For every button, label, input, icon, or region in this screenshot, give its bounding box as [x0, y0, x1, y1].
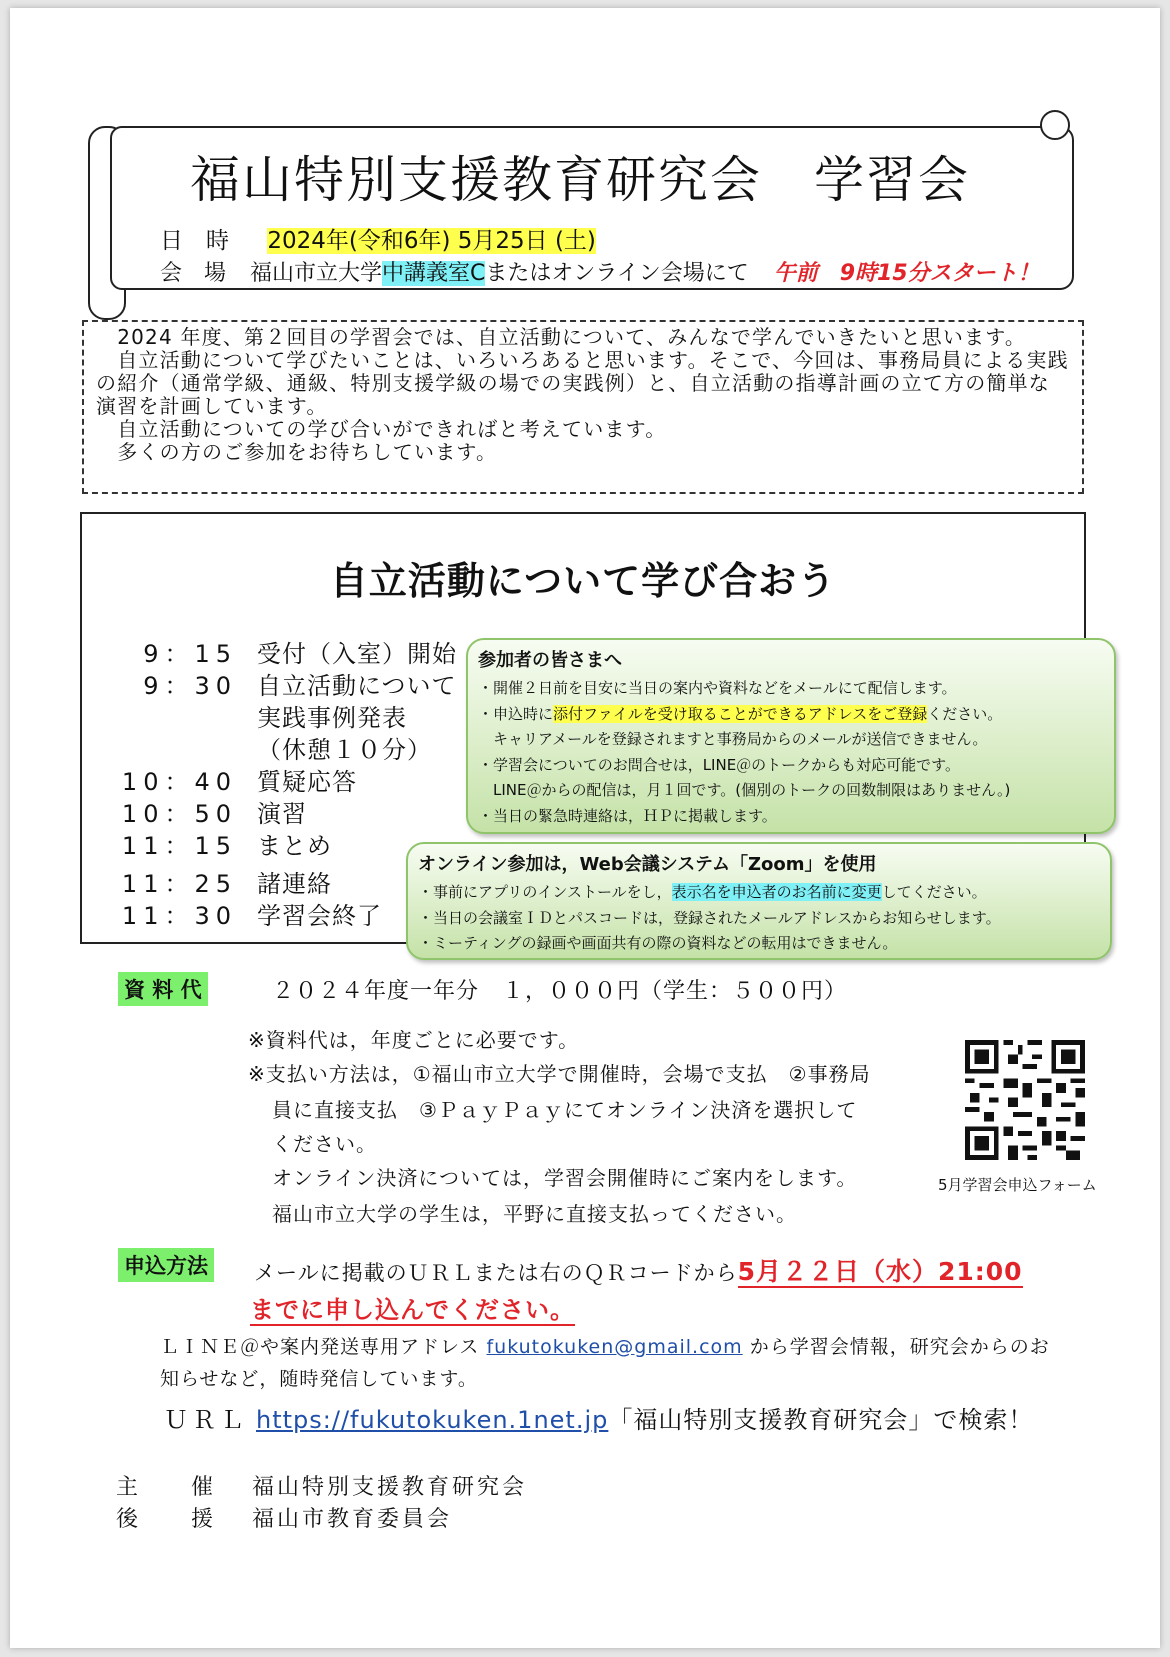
online-heading: オンライン参加は，Web会議システム「Zoom」を使用: [418, 854, 877, 875]
schedule-row: 10：50 演習: [121, 800, 307, 828]
schedule-row: 10：40 質疑応答: [121, 768, 357, 796]
apply-deadline-2: までに申し込んでください。: [250, 1296, 575, 1324]
scroll-curl-right: [1040, 110, 1070, 140]
fee-note: ※資料代は，年度ごとに必要です。: [248, 1028, 580, 1052]
apply-row-2: [250, 1290, 575, 1325]
host-row: [116, 1470, 527, 1501]
apply-row: [254, 1252, 1023, 1288]
intro-box: [82, 320, 1084, 494]
participants-notice: 参加者の皆さまへ ・開催２日前を目安に当日の案内や資料などをメールにて配信します。 ・申込時に添付ファイルを受け取ることができるアドレスをご登録ください。 キャリアメールを登録されますと事務局からのメールが送信できません。 ・学習会についてのお問合せは，LINE＠のトークからも対応可能です。 LINE＠からの配信は，月１回です。(個別のトークの回数制限はありません。) ・当日の緊急時連絡は，ＨＰに掲載します。: [466, 638, 1116, 834]
contact-line: ＬＩＮＥ＠や案内発送専用アドレス fukutokuken@gmail.com から学習会情報，研究会からのお: [160, 1336, 1050, 1358]
schedule-row: 実践事例発表: [257, 704, 407, 732]
date-label: 日 時: [160, 228, 229, 254]
schedule-row: 11：25 諸連絡: [121, 870, 332, 898]
participants-heading: 参加者の皆さまへ: [478, 650, 622, 671]
fee-value: ２０２４年度一年分 １，０００円（学生：５００円）: [272, 979, 848, 1004]
support-label: 後 援: [116, 1507, 217, 1532]
fee-label: 資 料 代: [118, 972, 208, 1006]
host-label: 主 催: [116, 1475, 217, 1500]
venue-room: 中講義室C: [382, 261, 486, 286]
fee-note: 福山市立大学の学生は，平野に直接支払ってください。: [272, 1202, 797, 1226]
date-value: 2024年(令和6年) 5月25日 (土): [267, 228, 596, 254]
schedule-row: 11：30 学習会終了: [121, 902, 382, 930]
fee-note: ※支払い方法は，①福山市立大学で開催時，会場で支払 ②事務局: [248, 1062, 871, 1086]
program-title: 自立活動について学び合おう: [329, 559, 837, 603]
support-row: [116, 1502, 452, 1533]
qr-code-icon[interactable]: [965, 1040, 1085, 1160]
url-label: ＵＲＬ: [164, 1406, 248, 1434]
fee-note: ください。: [272, 1132, 377, 1156]
intro-paragraph: 自立活動についての学び合いができればと考えています。: [96, 417, 667, 441]
date-row: [160, 222, 596, 255]
apply-label: 申込方法: [118, 1248, 214, 1282]
host-name: 福山特別支援教育研究会: [252, 1475, 528, 1500]
venue-row: [160, 256, 1040, 287]
schedule-row: 11：15 まとめ: [121, 832, 332, 860]
venue-suffix: またはオンライン会場にて: [485, 261, 749, 286]
support-name: 福山市教育委員会: [252, 1507, 453, 1532]
apply-text: メールに掲載のＵＲＬまたは右のＱＲコードから: [254, 1261, 738, 1285]
fee-note: オンライン決済については，学習会開催時にご案内をします。: [272, 1166, 858, 1190]
start-note: 午前 9時15分スタート！: [773, 261, 1040, 286]
apply-deadline: 5月２２日（水）21:00: [737, 1257, 1023, 1286]
email-link[interactable]: fukutokuken@gmail.com: [486, 1336, 743, 1358]
website-link[interactable]: https://fukutokuken.1net.jp: [256, 1406, 609, 1434]
contact-line-2: 知らせなど，随時発信しています。: [160, 1368, 478, 1390]
fee-note: 員に直接支払 ③ＰａｙＰａｙにてオンライン決済を選択して: [272, 1098, 858, 1122]
url-row: [164, 1400, 1033, 1435]
intro-paragraph: 2024 年度、第２回目の学習会では、自立活動について、みんなで学んでいきたいと思います。: [96, 325, 1027, 349]
page-title: 福山特別支援教育研究会 学習会: [190, 151, 970, 209]
schedule-row: （休憩１０分）: [257, 736, 432, 764]
intro-paragraph: 多くの方のご参加をお待ちしています。: [96, 440, 498, 464]
schedule-row: 9：15 受付（入室）開始: [143, 640, 457, 668]
schedule-row: 9：30 自立活動について: [143, 672, 457, 700]
venue-prefix: 福山市立大学: [250, 261, 383, 286]
intro-paragraph: 自立活動について学びたいことは、いろいろあると思います。そこで、今回は、事務局員による実践の紹介（通常学級、通級、特別支援学級の場での実践例）と、自立活動の指導計画の立て方の簡単な演習を計画しています。: [96, 348, 1069, 418]
venue-label: 会 場: [160, 261, 227, 286]
url-suffix: 「福山特別支援教育研究会」で検索！: [608, 1406, 1034, 1434]
qr-caption: 5月学習会申込フォーム: [938, 1176, 1097, 1194]
online-notice: オンライン参加は，Web会議システム「Zoom」を使用 ・事前にアプリのインストールをし，表示名を申込者のお名前に変更してください。 ・当日の会議室ＩＤとパスコードは，登録されたメールアドレスからお知らせします。 ・ミーティングの録画や画面共有の際の資料などの転用はできません。: [406, 842, 1112, 960]
